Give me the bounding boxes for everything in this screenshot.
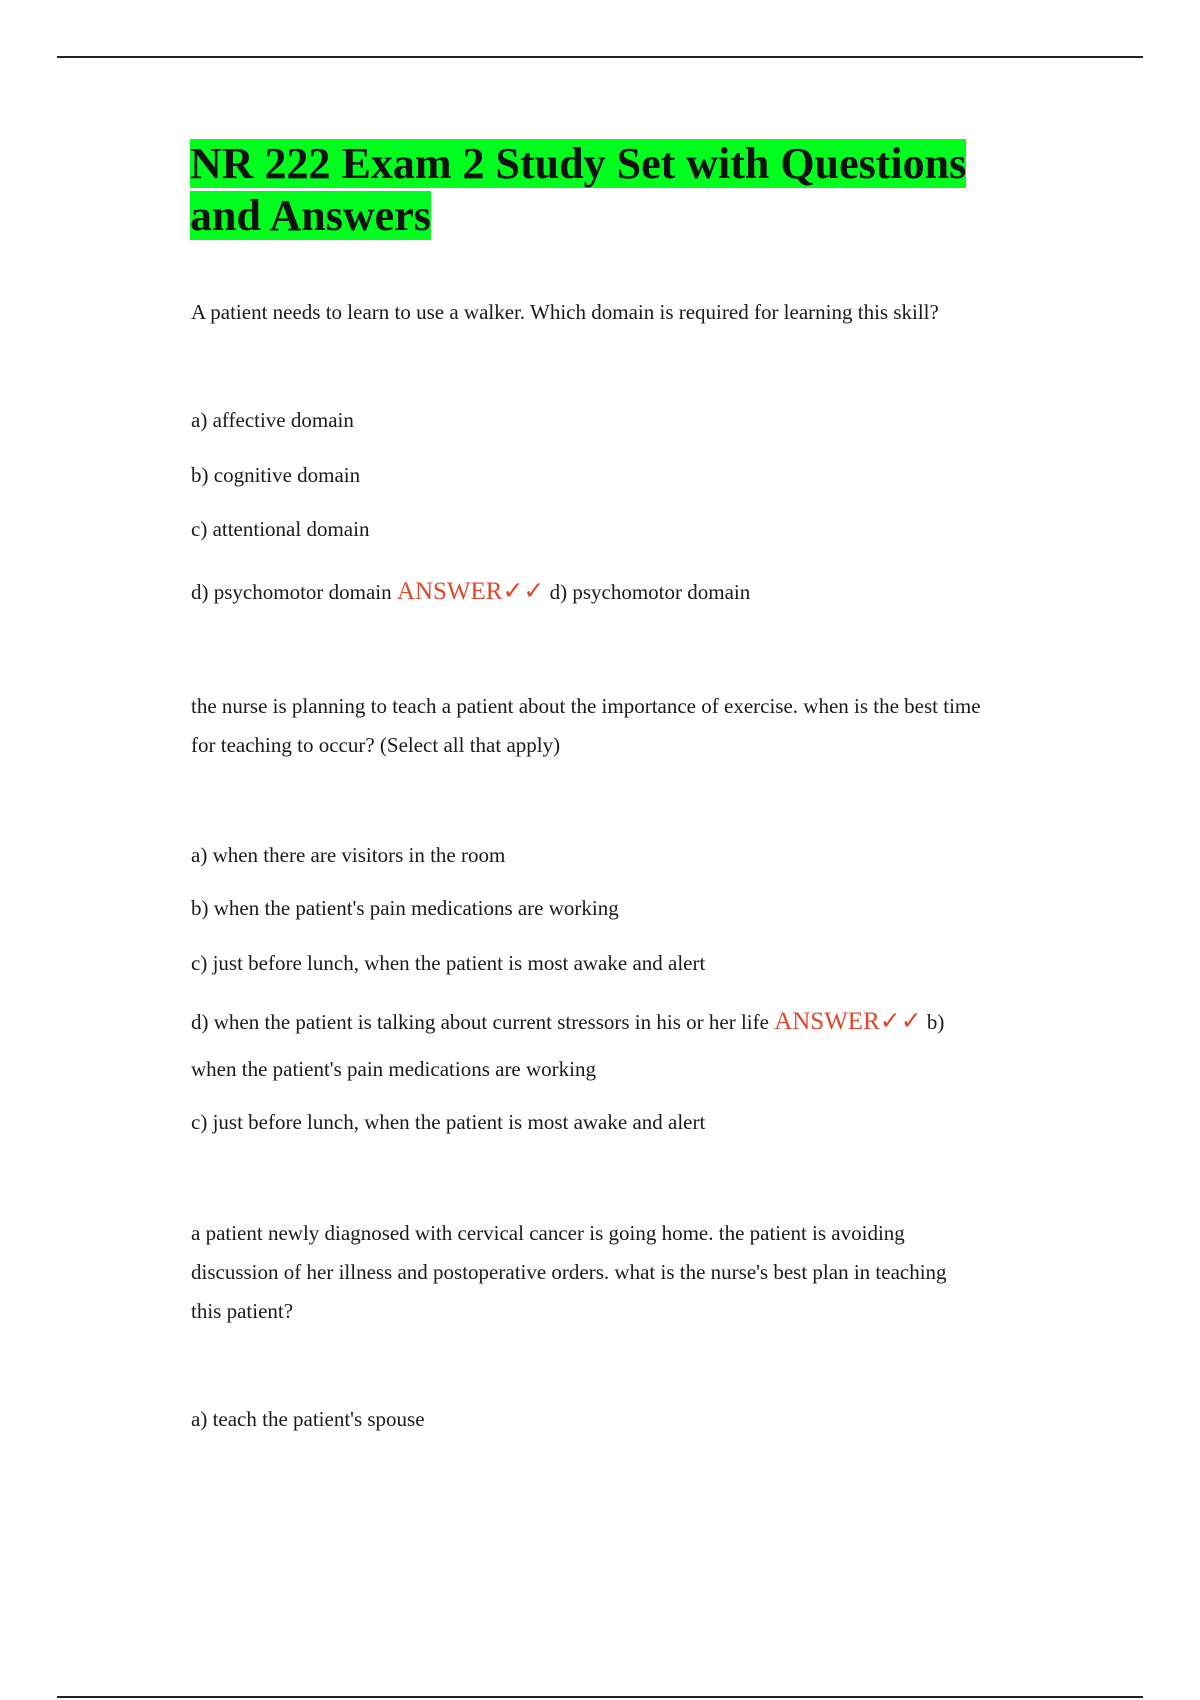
q3-question-line-3: this patient? bbox=[191, 1299, 294, 1323]
q2-question-line-2: for teaching to occur? (Select all that apply) bbox=[191, 733, 561, 757]
top-rule bbox=[57, 56, 1143, 58]
q2-option-d-line bbox=[191, 1010, 944, 1034]
q3-question-line-2: discussion of her illness and postoperative orders. what is the nurse's best plan in teaching bbox=[191, 1260, 947, 1284]
q3-question-line-1: a patient newly diagnosed with cervical cancer is going home. the patient is avoiding bbox=[191, 1221, 905, 1245]
q1-option-c: c) attentional domain bbox=[191, 517, 370, 541]
title-line-1: NR 222 Exam 2 Study Set with Questions bbox=[190, 139, 967, 188]
q1-question: A patient needs to learn to use a walker. Which domain is required for learning this skill? bbox=[191, 300, 939, 324]
q1-option-a: a) affective domain bbox=[191, 408, 354, 432]
q3-option-a: a) teach the patient's spouse bbox=[191, 1407, 425, 1431]
q2-answer-line-3: c) just before lunch, when the patient is most awake and alert bbox=[191, 1110, 706, 1134]
document-title bbox=[190, 138, 966, 242]
q2-option-b: b) when the patient's pain medications are working bbox=[191, 896, 619, 920]
q1-option-d-line bbox=[191, 580, 750, 604]
q2-answer-marker: ANSWER✓✓ bbox=[774, 1008, 922, 1035]
q2-answer-line-2: when the patient's pain medications are working bbox=[191, 1057, 596, 1081]
q1-answer-marker: ANSWER✓✓ bbox=[396, 578, 545, 605]
q1-option-b: b) cognitive domain bbox=[191, 463, 361, 487]
q1-option-d: d) psychomotor domain bbox=[191, 580, 392, 604]
title-line-2: and Answers bbox=[190, 191, 431, 240]
q2-option-d: d) when the patient is talking about current stressors in his or her life bbox=[191, 1010, 769, 1034]
q2-answer-part-1: b) bbox=[926, 1010, 945, 1034]
q2-option-a: a) when there are visitors in the room bbox=[191, 843, 506, 867]
q2-question-line-1: the nurse is planning to teach a patient about the importance of exercise. when is the best time bbox=[191, 694, 981, 718]
q2-option-c: c) just before lunch, when the patient is most awake and alert bbox=[191, 951, 706, 975]
q1-answer: d) psychomotor domain bbox=[549, 580, 751, 604]
bottom-rule bbox=[57, 1696, 1143, 1698]
